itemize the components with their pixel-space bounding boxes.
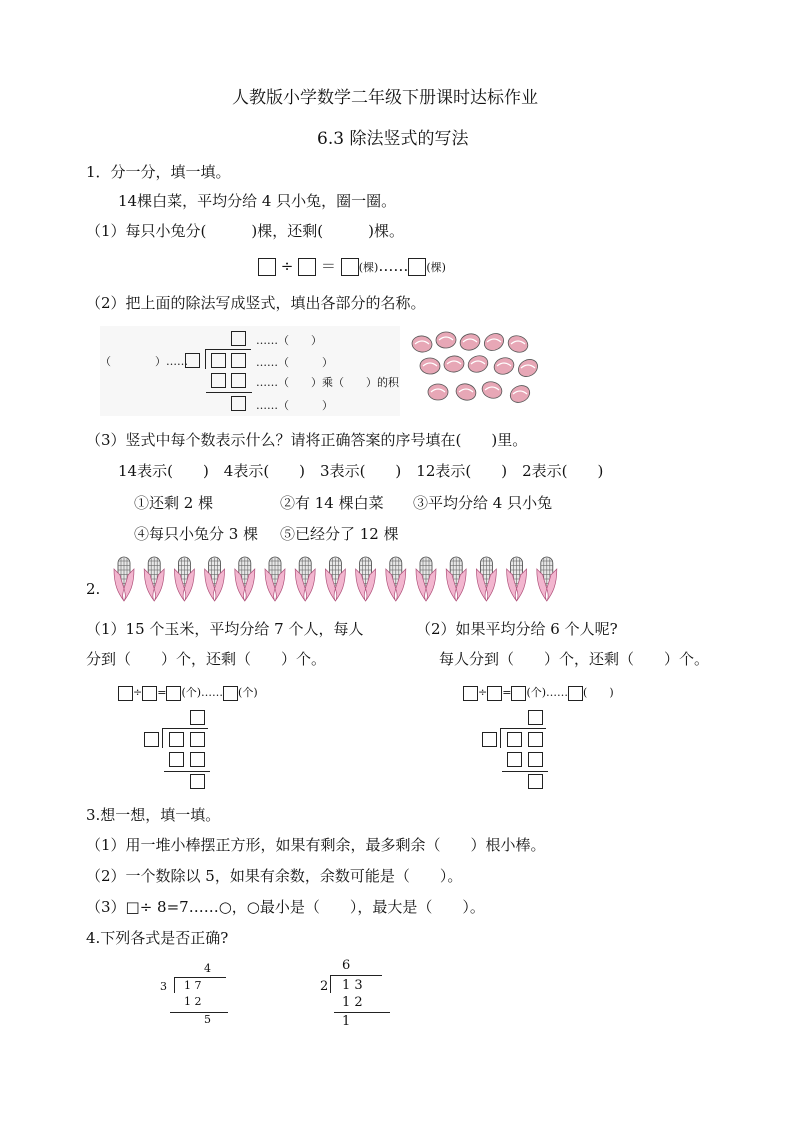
cabbage-icon: [515, 356, 540, 380]
dividend-box[interactable]: [528, 732, 543, 747]
divisor-box[interactable]: [482, 732, 497, 747]
dividend-box[interactable]: [169, 732, 184, 747]
corn-icon: [174, 557, 194, 601]
answer-box[interactable]: [487, 686, 502, 701]
q4-division-a: [158, 960, 238, 1030]
q2b-line1: （2）如果平均分给 6 个人呢?: [416, 620, 618, 638]
equals-sign: =: [157, 686, 167, 699]
quotient: 4: [204, 962, 211, 975]
option-5: ⑤已经分了 12 棵: [280, 525, 399, 543]
q3-line3: （3）□÷ 8=7……○，○最小是（ ），最大是（ ）。: [86, 898, 485, 916]
cabbage-icon: [428, 384, 448, 400]
answer-box[interactable]: [341, 258, 359, 276]
dividend-box[interactable]: [507, 732, 522, 747]
product: 1 2: [342, 995, 363, 1010]
corn-icon: [144, 557, 164, 601]
answer-box[interactable]: [258, 258, 276, 276]
q2a-line1: （1）15 个玉米，平均分给 7 个人，每人: [86, 620, 364, 638]
corn-icon: [235, 557, 255, 601]
answer-box[interactable]: [408, 258, 426, 276]
cabbage-illustration: [408, 330, 548, 416]
unit-label: (个): [238, 686, 258, 699]
cabbage-icon: [443, 355, 465, 374]
answer-box[interactable]: [142, 686, 157, 701]
remainder-box[interactable]: [231, 396, 246, 411]
equals-sign: =: [502, 686, 512, 699]
cabbage-icon: [506, 333, 530, 355]
q1-intro: 14棵白菜，平均分给 4 只小兔，圈一圈。: [118, 192, 397, 210]
dividend-box[interactable]: [231, 353, 246, 368]
q2b-line2: 每人分到（ ）个，还剩（ ）个。: [439, 650, 710, 668]
page-title: 人教版小学数学二年级下册课时达标作业: [232, 88, 538, 108]
unit-label: (个): [181, 686, 202, 699]
cabbage-icon: [435, 331, 456, 348]
corn-illustration: [108, 555, 568, 605]
divide-sign: ÷: [280, 257, 294, 275]
dividend-label: ……（ ）: [256, 356, 333, 369]
corn-icon: [356, 557, 376, 601]
corn-icon: [386, 557, 406, 601]
q1-heading: 1．分一分，填一填。: [86, 163, 231, 181]
corn-icon: [114, 557, 134, 601]
quotient-box[interactable]: [190, 710, 205, 725]
answer-box[interactable]: [223, 686, 238, 701]
corn-icon: [205, 557, 225, 601]
q1-equation: [258, 257, 446, 277]
product-box[interactable]: [211, 373, 226, 388]
q1-part3: （3）竖式中每个数表示什么？请将正确答案的序号填在( )里。: [86, 431, 528, 449]
remainder-box[interactable]: [190, 774, 205, 789]
cabbage-icon: [481, 330, 506, 354]
q3-line2: （2）一个数除以 5，如果有余数，余数可能是（ ）。: [86, 867, 463, 885]
ellipsis: ……: [201, 686, 224, 699]
dividend: 1 3: [342, 978, 363, 993]
quotient-box[interactable]: [231, 331, 246, 346]
q1-part2: （2）把上面的除法写成竖式，填出各部分的名称。: [86, 294, 426, 312]
q3-line1: （1）用一堆小棒摆正方形，如果有剩余，最多剩余（ ）根小棒。: [86, 836, 546, 854]
corn-icon: [476, 557, 496, 601]
long-division-diagram: [100, 326, 400, 416]
divisor-box[interactable]: [144, 732, 159, 747]
cabbage-icon: [466, 353, 490, 375]
product-box[interactable]: [231, 373, 246, 388]
unit-label: (个): [526, 686, 547, 699]
q2b-equation: [463, 684, 614, 702]
cabbage-icon: [411, 335, 433, 354]
option-1: ①还剩 2 棵: [134, 494, 214, 512]
cabbage-icon: [454, 382, 478, 403]
product: 1 2: [184, 995, 202, 1008]
dividend-box[interactable]: [190, 732, 205, 747]
q4-heading: 4.下列各式是否正确?: [86, 929, 229, 947]
page-subtitle: 6.3 除法竖式的写法: [317, 129, 469, 149]
quotient: 6: [342, 958, 351, 973]
divisor: 2: [320, 979, 329, 994]
product-box[interactable]: [190, 752, 205, 767]
q3-heading: 3.想一想，填一填。: [86, 806, 221, 824]
quotient-box[interactable]: [528, 710, 543, 725]
q1-part1: （1）每只小兔分( )棵，还剩( )棵。: [86, 222, 404, 240]
divisor-box[interactable]: [185, 353, 200, 368]
quotient-label: ……（ ）: [256, 334, 322, 347]
product-box[interactable]: [507, 752, 522, 767]
corn-icon: [325, 557, 345, 601]
dividend: 1 7: [184, 979, 202, 992]
q2a-line2: 分到（ ）个，还剩（ ）个。: [86, 650, 327, 668]
corn-icon: [446, 557, 466, 601]
cabbage-icon: [480, 379, 504, 400]
remainder-label: ……（ ）: [256, 399, 333, 412]
option-2: ②有 14 棵白菜: [280, 494, 384, 512]
option-4: ④每只小兔分 3 棵: [134, 525, 259, 543]
q1-meanings: 14表示( ) 4表示( ) 3表示( ) 12表示( ) 2表示( ): [118, 462, 604, 480]
answer-box[interactable]: [118, 686, 133, 701]
ellipsis: ……: [378, 257, 409, 275]
answer-box[interactable]: [298, 258, 316, 276]
q2a-equation: [118, 684, 258, 702]
cabbage-icon: [458, 332, 482, 353]
remainder-box[interactable]: [528, 774, 543, 789]
remainder: 5: [204, 1013, 211, 1026]
equals-sign: ＝: [320, 257, 336, 275]
q4-division-b: [320, 958, 400, 1030]
unit-label: (棵): [358, 261, 379, 274]
unit-label: (棵): [426, 261, 446, 274]
ellipsis: ……: [546, 686, 569, 699]
corn-icon: [507, 557, 527, 601]
product-label: ……（ ）乘（ ）的积: [256, 376, 399, 389]
corn-icon: [537, 557, 557, 601]
answer-box[interactable]: [568, 686, 583, 701]
option-3: ③平均分给 4 只小兔: [413, 494, 553, 512]
divide-sign: ÷: [133, 686, 143, 699]
cabbage-icon: [492, 355, 516, 376]
unit-label: ( ): [583, 686, 614, 699]
product-box[interactable]: [528, 752, 543, 767]
cabbage-icon: [419, 357, 440, 374]
corn-icon: [416, 557, 436, 601]
q2b-long-division: [482, 708, 552, 794]
corn-icon: [265, 557, 285, 601]
answer-box[interactable]: [166, 686, 181, 701]
divisor-label: （ ）……: [100, 355, 188, 368]
q2a-long-division: [144, 708, 214, 794]
product-box[interactable]: [169, 752, 184, 767]
dividend-box[interactable]: [211, 353, 226, 368]
cabbage-icon: [508, 382, 533, 405]
corn-icon: [295, 557, 315, 601]
divisor: 3: [160, 980, 167, 993]
divide-sign: ÷: [478, 686, 488, 699]
remainder: 1: [342, 1014, 351, 1029]
answer-box[interactable]: [511, 686, 526, 701]
answer-box[interactable]: [463, 686, 478, 701]
q2-number: 2.: [86, 580, 101, 598]
